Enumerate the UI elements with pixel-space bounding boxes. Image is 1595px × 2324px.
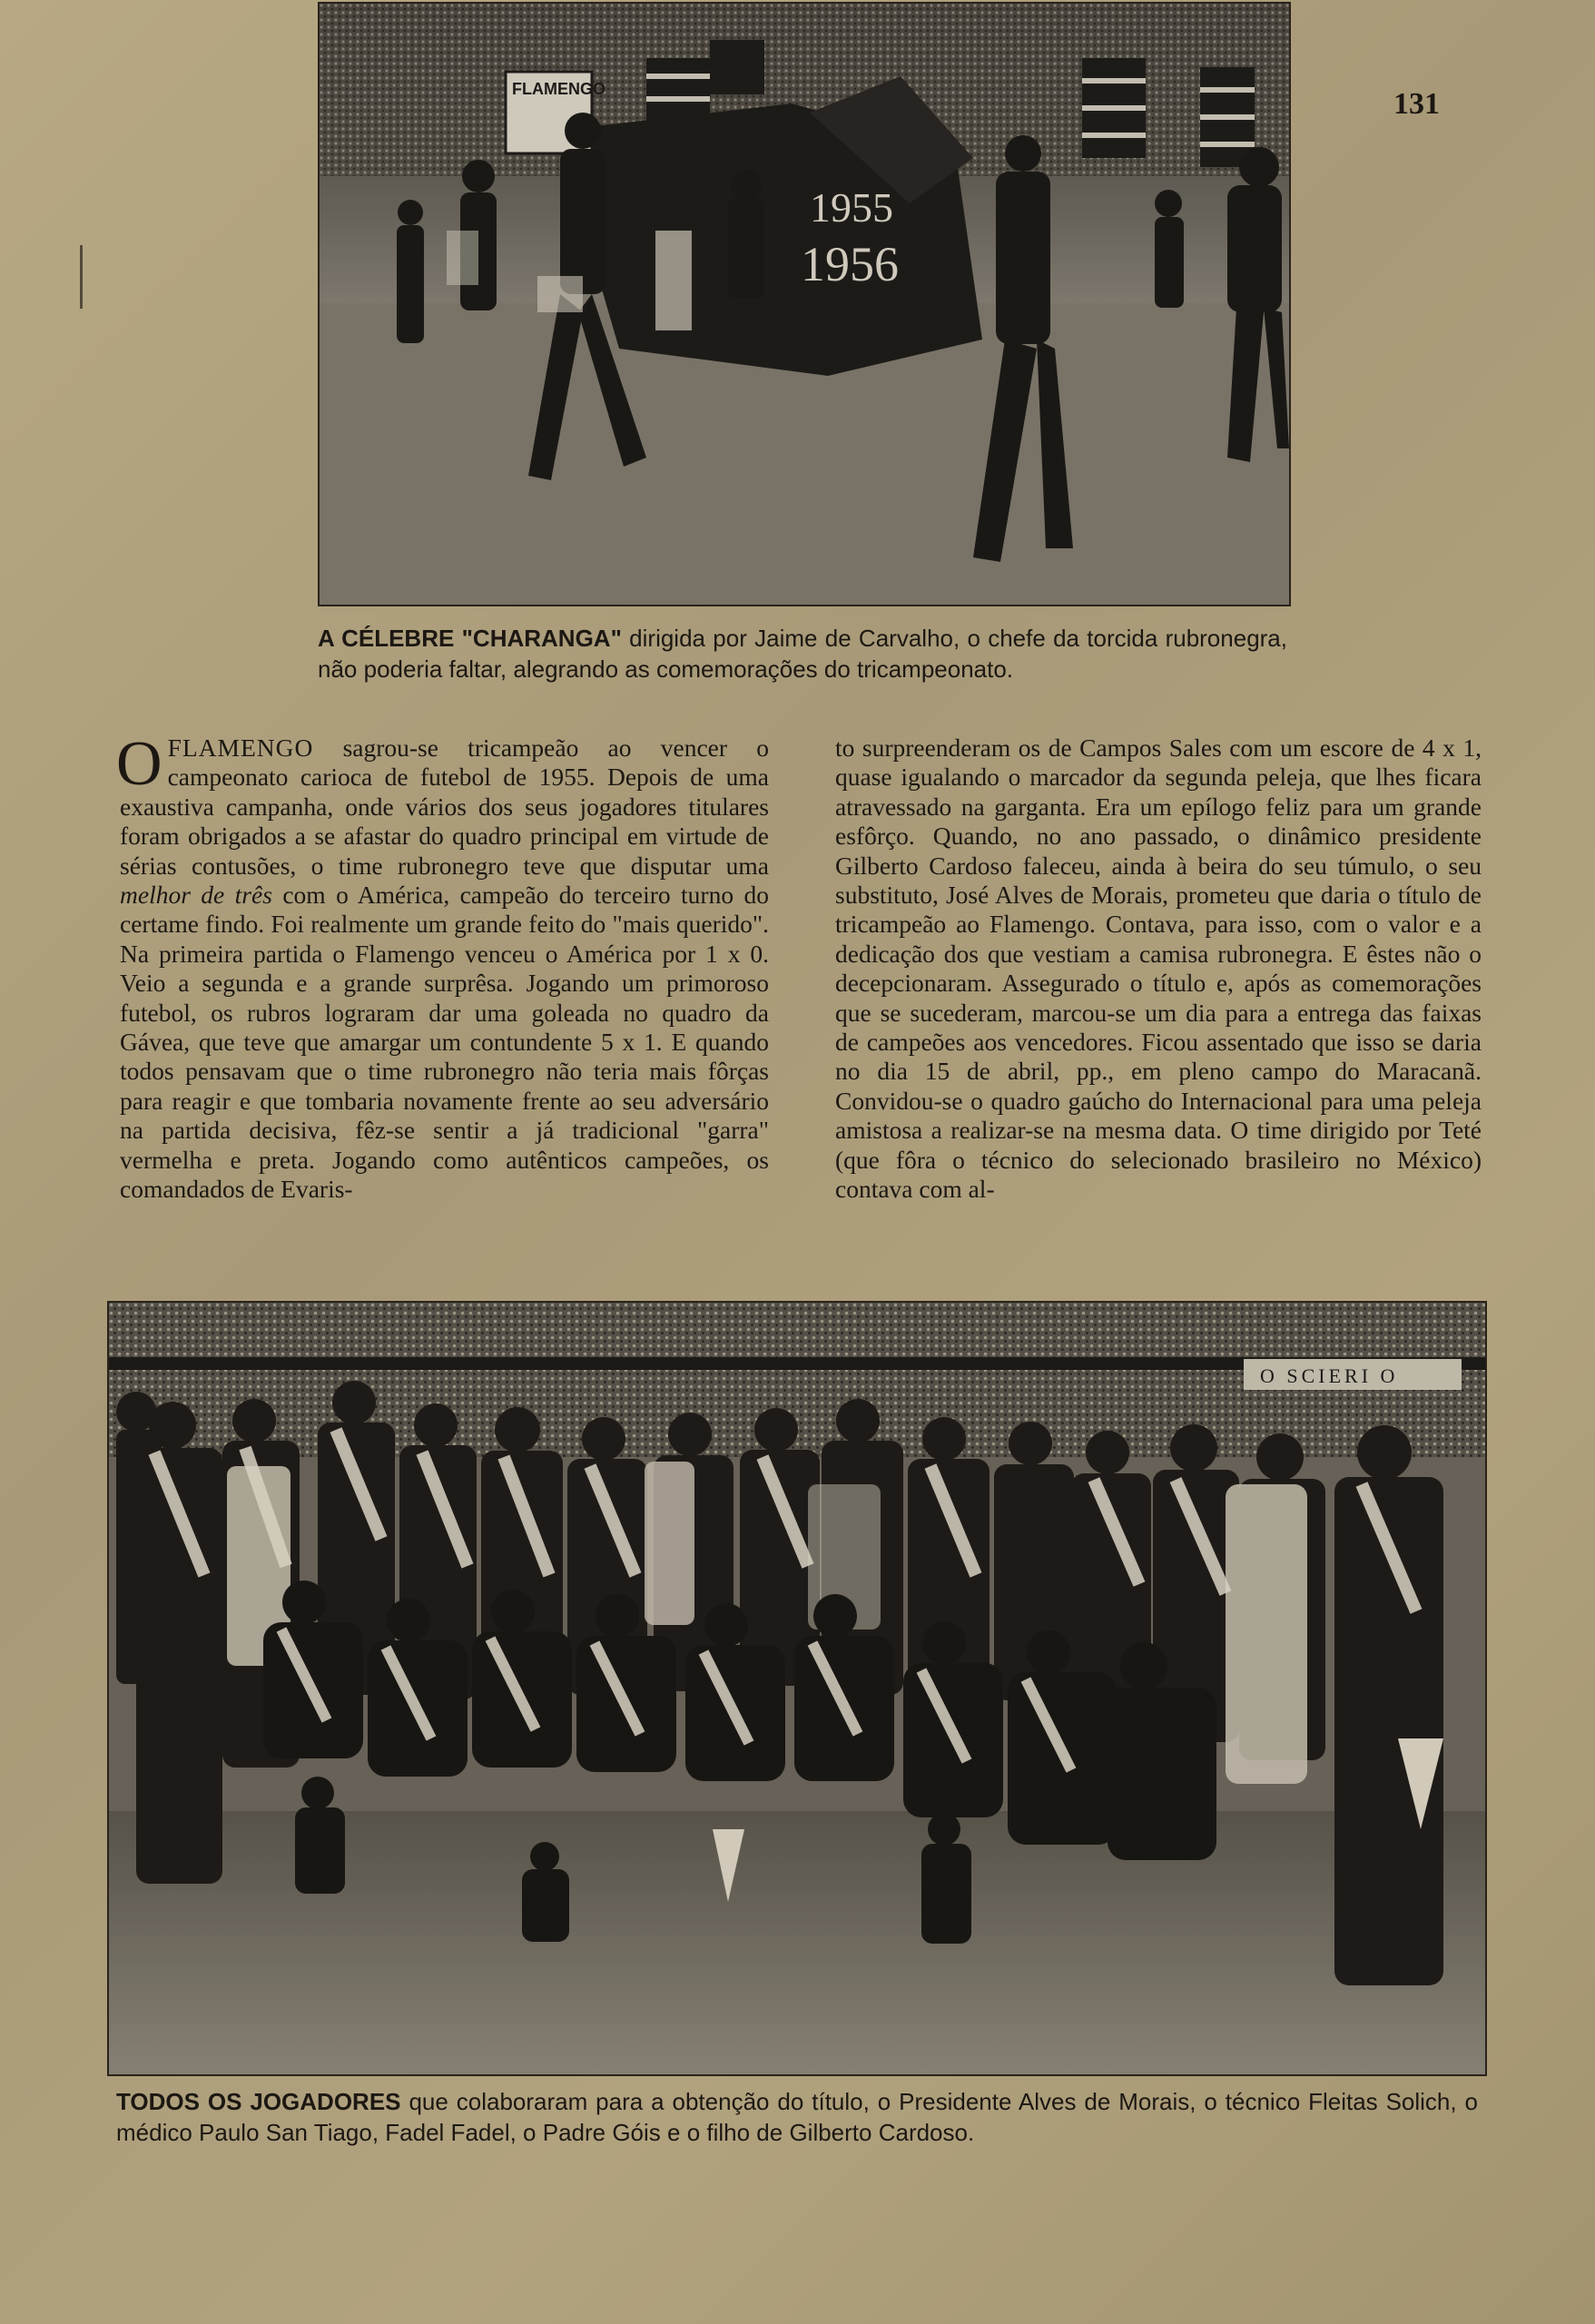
page-number: 131 [1393,87,1440,121]
bottom-caption-lead: TODOS OS JOGADORES [116,2088,401,2115]
article-left-text-2: com o América, campeão do terceiro turno do certame findo. Foi realmente um grande feito do "mais querido". Na primeira partida o Flamengo venceu o América por 1 x 0. Veio a segunda e a grande surprêsa. Jogando um primoroso futebol, os rubros lograram dar uma goleada no quadro da Gávea, que teve que amargar um contundente 5 x 1. E quando todos pensavam que o time rubronegro não teria mais fôrças para reagir e que tombaria novamente frente ao seu adversário na partida decisiva, fêz-se sentir a já tradicional "garra" vermelha e preta. Jogando como autênticos campeões, os comandados de Evaris- [120,881,769,1204]
charanga-photo [318,2,1291,606]
article-italic-phrase: melhor de três [120,881,272,910]
team-photo [107,1301,1487,2076]
bottom-photo-caption [116,2086,1478,2148]
bottom-caption-text: que colaboraram para a obtenção do título, o Presidente Alves de Morais, o técnico Fleitas Solich, o médico Paulo San Tiago, Fadel Fadel, o Padre Góis e o filho de Gilberto Cardoso. [116,2088,1478,2146]
drop-cap: O [116,729,162,799]
article-right-text: to surpreenderam os de Campos Sales com um escore de 4 x 1, quase igualando o marcador da segunda peleja, que lhes ficara atravessado na garganta. Era um epílogo feliz para um grande esfôrço. Quando, no ano passado, o dinâmico presidente Gilberto Cardoso faleceu, ainda à beira do seu túmulo, o seu substituto, José Alves de Morais, prometeu que daria o título de tricampeão ao Flamengo. Contava, para isso, com o valor e a dedicação dos que vestiam a camisa rubronegra. E êstes não o decepcionaram. Assegurado o título e, após as comemorações que se sucederam, marcou-se um dia para a entrega das faixas de campeões aos vencedores. Ficou assentado que isso se daria no dia 15 de abril, pp., em pleno campo do Maracanã. Convidou-se o quadro gaúcho do Internacional para uma peleja amistosa a realizar-se na mesma data. O time dirigido por Teté (que fôra o técnico do selecionado brasileiro no México) contava com al- [835,734,1482,1204]
flag-year-1956: 1956 [801,237,899,291]
team-photo-image [109,1303,1485,2074]
charanga-photo-image [320,4,1289,605]
stadium-sign-text: O SCIERI O [1260,1364,1399,1387]
margin-mark [80,245,83,309]
top-caption-text: dirigida por Jaime de Carvalho, o chefe da torcida rubronegra, não poderia faltar, alegrando as comemorações do tricampeonato. [318,625,1287,683]
top-caption-lead: A CÉLEBRE "CHARANGA" [318,625,622,652]
article-column-left [116,729,769,1205]
article-first-word: FLAMENGO [167,734,314,762]
banner-sign-text: FLAMENGO [512,80,606,98]
article-left-text-1: sagrou-se tricampeão ao vencer o campeonato carioca de futebol de 1955. Depois de uma exaustiva campanha, onde vários dos seus jogadores titulares foram obrigados a se afastar do quadro principal em virtude de sérias contusões, o time rubronegro teve que disputar uma [120,734,769,880]
top-photo-caption [318,623,1287,684]
flag-year-1955: 1955 [810,184,893,231]
article-column-right [835,734,1482,1205]
